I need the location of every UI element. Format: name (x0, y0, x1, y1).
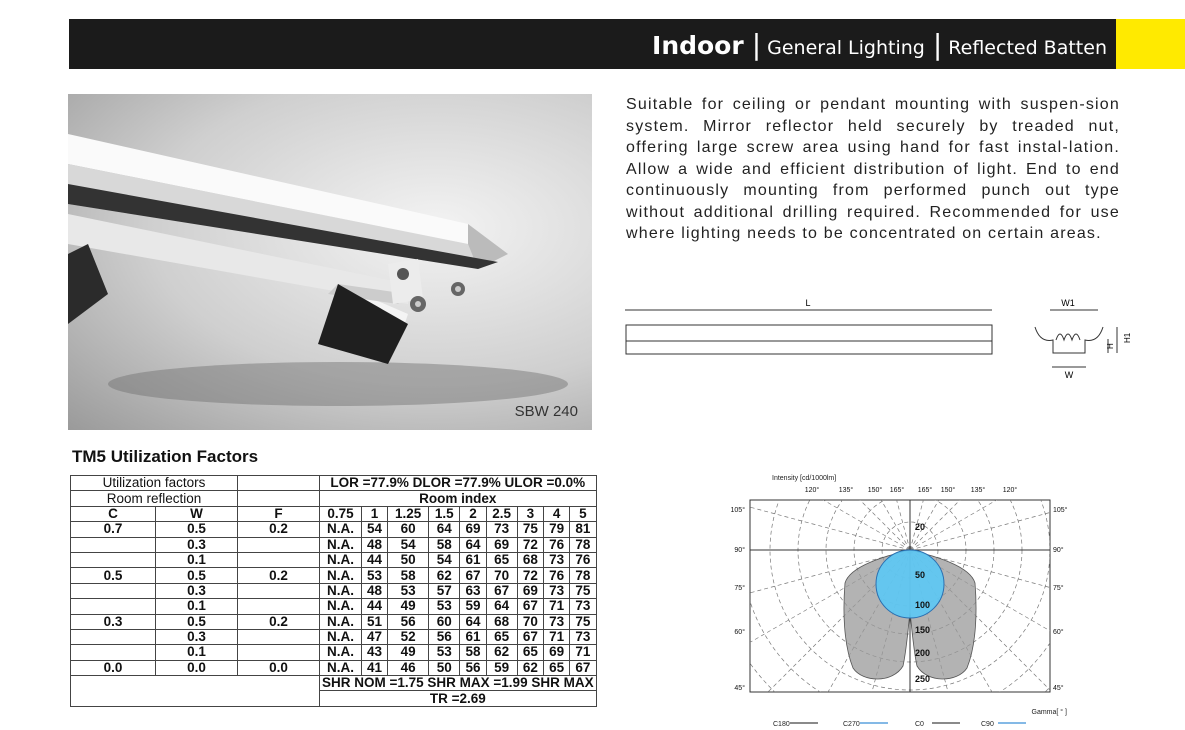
cell-value: 67 (517, 599, 543, 614)
cell-value: 76 (543, 537, 569, 552)
cell-c: 0.3 (71, 614, 156, 629)
cell-c: 0.5 (71, 568, 156, 583)
cell-value: 44 (361, 599, 387, 614)
cell-value: 62 (517, 660, 543, 675)
polar-right-angle-label: 90° (1053, 547, 1064, 554)
room-index-6: 3 (517, 506, 543, 521)
cell-value: 58 (429, 537, 460, 552)
cell-value: 60 (429, 614, 460, 629)
cell-value: 52 (388, 629, 429, 644)
polar-left-angle-label: 90° (734, 547, 745, 554)
cell-c (71, 583, 156, 598)
dim-label-h1: H1 (1123, 332, 1132, 343)
cell-value: 71 (543, 629, 569, 644)
cell-value: 72 (517, 568, 543, 583)
cell-w: 0.1 (156, 599, 238, 614)
cell-value: 73 (543, 614, 569, 629)
room-index-1: 1 (361, 506, 387, 521)
cell-f (238, 599, 320, 614)
polar-legend-label: C0 (915, 721, 924, 728)
cell-value: 53 (388, 583, 429, 598)
header-blank (238, 476, 320, 491)
title-indoor: Indoor (652, 31, 744, 60)
cell-value: 70 (486, 568, 517, 583)
room-index-2: 1.25 (388, 506, 429, 521)
cell-value: 48 (361, 583, 387, 598)
header-accent-block (1116, 19, 1185, 69)
polar-left-angle-label: 45° (734, 685, 745, 692)
cell-value: 62 (486, 645, 517, 660)
title-reflected-batten: Reflected Batten (948, 37, 1107, 59)
cell-w: 0.3 (156, 629, 238, 644)
header-utilization-factors: Utilization factors (71, 476, 238, 491)
dim-label-w1: W1 (1061, 298, 1075, 308)
room-index-8: 5 (570, 506, 596, 521)
cell-value: 64 (460, 537, 486, 552)
cell-value: 65 (543, 660, 569, 675)
header-bar (69, 19, 1185, 69)
room-index-7: 4 (543, 506, 569, 521)
table-footer-row (71, 676, 597, 691)
title-separator-2: | (932, 28, 943, 61)
dimension-drawing (620, 295, 1140, 405)
cell-value: 71 (570, 645, 596, 660)
table-row (71, 537, 597, 552)
cell-value: 67 (486, 583, 517, 598)
polar-ring-label: 20 (915, 522, 926, 532)
cell-value: 65 (517, 645, 543, 660)
cell-value: 67 (517, 629, 543, 644)
table-header-row (71, 476, 597, 491)
polar-top-angle-label: 150° (940, 487, 956, 494)
polar-legend-label: C90 (981, 721, 994, 728)
cell-value: 61 (460, 552, 486, 567)
table-index-row (71, 506, 597, 521)
cell-value: 62 (429, 568, 460, 583)
cell-value: 43 (361, 645, 387, 660)
product-photo (68, 94, 592, 430)
cell-value: 51 (361, 614, 387, 629)
cell-value: N.A. (320, 537, 362, 552)
title-general-lighting: General Lighting (767, 37, 925, 59)
cell-value: 54 (429, 552, 460, 567)
polar-ring-label: 200 (915, 648, 931, 658)
polar-gamma-label: Gamma[ ° ] (1031, 709, 1067, 716)
cell-value: N.A. (320, 629, 362, 644)
cell-value: 54 (361, 522, 387, 537)
cell-value: 73 (543, 583, 569, 598)
cell-c: 0.0 (71, 660, 156, 675)
cell-value: 69 (460, 522, 486, 537)
cell-value: 76 (543, 568, 569, 583)
cell-w: 0.3 (156, 537, 238, 552)
cell-value: 44 (361, 552, 387, 567)
photo-caption: SBW 240 (514, 403, 578, 420)
cell-value: N.A. (320, 522, 362, 537)
table-row (71, 629, 597, 644)
cell-value: 73 (543, 552, 569, 567)
header-blank (238, 491, 320, 506)
title-separator: | (751, 28, 762, 61)
cell-value: 61 (460, 629, 486, 644)
cell-value: 69 (517, 583, 543, 598)
table-row (71, 552, 597, 567)
cell-value: N.A. (320, 552, 362, 567)
table-row (71, 568, 597, 583)
table-row (71, 583, 597, 598)
polar-legend-label: C180 (773, 721, 790, 728)
cell-value: 76 (570, 552, 596, 567)
polar-radial-line (620, 472, 910, 550)
polar-ring-label: 50 (915, 570, 926, 580)
col-header-c: C (71, 506, 156, 521)
room-index-5: 2.5 (486, 506, 517, 521)
header-room-reflection: Room reflection (71, 491, 238, 506)
cell-value: 75 (570, 583, 596, 598)
batten-luminaire-image (68, 94, 592, 430)
cell-value: 58 (388, 568, 429, 583)
cell-value: 46 (388, 660, 429, 675)
room-index-0: 0.75 (320, 506, 362, 521)
cell-value: 49 (388, 599, 429, 614)
cell-value: 75 (570, 614, 596, 629)
cell-value: N.A. (320, 660, 362, 675)
cell-c (71, 629, 156, 644)
polar-legend-label: C270 (843, 721, 860, 728)
polar-intensity-diagram (730, 468, 1090, 730)
cell-value: 81 (570, 522, 596, 537)
polar-ring-label: 150 (915, 625, 931, 635)
cell-w: 0.3 (156, 583, 238, 598)
cell-value: 56 (388, 614, 429, 629)
cell-value: 69 (486, 537, 517, 552)
polar-radial-line (910, 400, 1170, 550)
col-header-w: W (156, 506, 238, 521)
cell-value: 47 (361, 629, 387, 644)
cell-value: 60 (388, 522, 429, 537)
table-row (71, 522, 597, 537)
cell-value: 56 (460, 660, 486, 675)
polar-top-angle-label: 120° (1002, 487, 1018, 494)
cell-w: 0.0 (156, 660, 238, 675)
cell-c: 0.7 (71, 522, 156, 537)
cell-f: 0.0 (238, 660, 320, 675)
cell-w: 0.1 (156, 552, 238, 567)
cell-value: 70 (517, 614, 543, 629)
section-title: TM5 Utilization Factors (72, 447, 259, 466)
cell-f (238, 583, 320, 598)
polar-right-angle-label: 105° (1053, 507, 1068, 514)
polar-right-angle-label: 45° (1053, 685, 1064, 692)
cell-value: 65 (486, 629, 517, 644)
table-header-row (71, 491, 597, 506)
dim-label-w: W (1064, 370, 1074, 380)
polar-right-angle-label: 60° (1053, 629, 1064, 636)
footer-blank (71, 676, 320, 707)
cell-f: 0.2 (238, 614, 320, 629)
polar-radial-line (910, 472, 1185, 550)
cell-value: 50 (388, 552, 429, 567)
cell-c (71, 537, 156, 552)
cell-value: 75 (517, 522, 543, 537)
polar-top-angle-label: 150° (867, 487, 883, 494)
cell-w: 0.5 (156, 522, 238, 537)
cell-value: 79 (543, 522, 569, 537)
polar-intensity-label: Intensity [cd/1000lm] (772, 475, 837, 482)
polar-top-angle-label: 165° (917, 487, 933, 494)
cell-f (238, 537, 320, 552)
cell-value: N.A. (320, 614, 362, 629)
room-index-3: 1.5 (429, 506, 460, 521)
cell-f: 0.2 (238, 568, 320, 583)
cell-value: 50 (429, 660, 460, 675)
table-row (71, 660, 597, 675)
cell-value: 72 (517, 537, 543, 552)
polar-top-angle-label: 120° (804, 487, 820, 494)
cell-value: 78 (570, 568, 596, 583)
table-row (71, 645, 597, 660)
cell-value: 69 (543, 645, 569, 660)
cell-value: 68 (486, 614, 517, 629)
cell-value: 64 (429, 522, 460, 537)
cell-f (238, 552, 320, 567)
polar-left-angle-label: 105° (730, 507, 745, 514)
utilization-factors-table (70, 475, 597, 707)
cell-c (71, 645, 156, 660)
polar-right-angle-label: 75° (1053, 585, 1064, 592)
room-index-4: 2 (460, 506, 486, 521)
cell-value: 73 (570, 629, 596, 644)
dim-label-h: H (1106, 343, 1115, 349)
cell-value: 59 (460, 599, 486, 614)
cell-value: 78 (570, 537, 596, 552)
polar-ring-label: 100 (915, 600, 931, 610)
cell-value: 54 (388, 537, 429, 552)
cell-w: 0.5 (156, 614, 238, 629)
cell-value: 53 (429, 599, 460, 614)
cell-value: 41 (361, 660, 387, 675)
footer-shr: SHR NOM =1.75 SHR MAX =1.99 SHR MAX (320, 676, 597, 691)
polar-curve-c90-c270 (876, 550, 944, 618)
cell-value: 65 (486, 552, 517, 567)
cell-value: 53 (429, 645, 460, 660)
cell-f (238, 629, 320, 644)
cell-w: 0.1 (156, 645, 238, 660)
cell-value: N.A. (320, 645, 362, 660)
cell-value: 53 (361, 568, 387, 583)
header-room-index: Room index (320, 491, 597, 506)
cell-f: 0.2 (238, 522, 320, 537)
product-description: Suitable for ceiling or pendant mounting with suspen-sion system. Mirror reflector held securely by treaded nut, offering large screw area using hand for fast instal-lation. Allow a wide and efficient distribution of light. End to end continuously mounting from performed punch out type without additional drilling required. Recommended for use where lighting needs to be concentrated on certain areas. (626, 96, 1120, 242)
polar-ring-label: 250 (915, 674, 931, 684)
cell-value: 73 (570, 599, 596, 614)
cell-value: 48 (361, 537, 387, 552)
cell-value: N.A. (320, 583, 362, 598)
footer-tr: TR =2.69 (320, 691, 597, 706)
polar-top-angle-label: 135° (838, 487, 854, 494)
polar-top-angle-label: 165° (889, 487, 905, 494)
header-title (652, 19, 1107, 69)
polar-top-angle-label: 135° (970, 487, 986, 494)
polar-left-angle-label: 75° (734, 585, 745, 592)
cell-value: 58 (460, 645, 486, 660)
cell-f (238, 645, 320, 660)
header-lor: LOR =77.9% DLOR =77.9% ULOR =0.0% (320, 476, 597, 491)
cell-value: 57 (429, 583, 460, 598)
cell-value: 68 (517, 552, 543, 567)
cell-value: N.A. (320, 599, 362, 614)
cell-value: 67 (570, 660, 596, 675)
cell-value: 64 (486, 599, 517, 614)
cell-value: 67 (460, 568, 486, 583)
col-header-f: F (238, 506, 320, 521)
cell-value: 49 (388, 645, 429, 660)
cell-value: N.A. (320, 568, 362, 583)
cell-value: 56 (429, 629, 460, 644)
cell-value: 71 (543, 599, 569, 614)
cell-value: 64 (460, 614, 486, 629)
table-row (71, 614, 597, 629)
cell-w: 0.5 (156, 568, 238, 583)
cell-c (71, 552, 156, 567)
cell-value: 73 (486, 522, 517, 537)
cell-value: 63 (460, 583, 486, 598)
polar-left-angle-label: 60° (734, 629, 745, 636)
cell-value: 59 (486, 660, 517, 675)
dim-label-l: L (805, 298, 811, 308)
table-row (71, 599, 597, 614)
cell-c (71, 599, 156, 614)
